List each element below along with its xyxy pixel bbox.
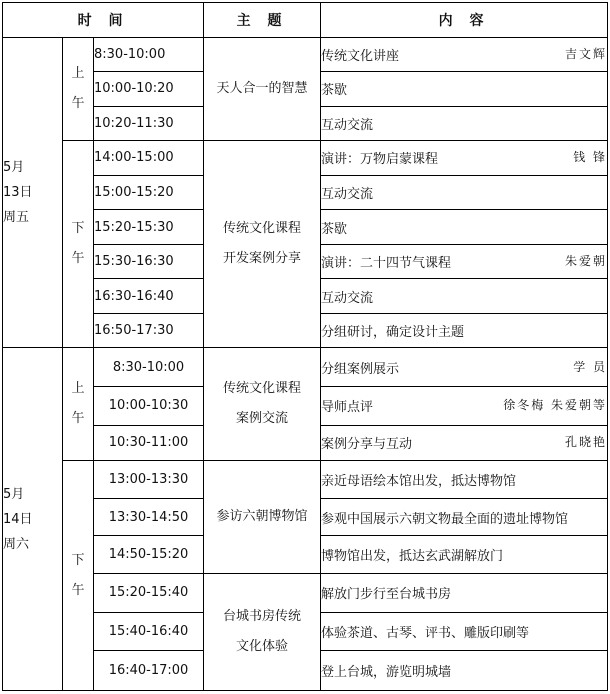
content-cell: 分组研讨，确定设计主题 [321, 313, 608, 348]
time-cell: 15:20-15:40 [94, 574, 204, 613]
topic-cell: 参访六朝博物馆 [204, 461, 321, 574]
time-cell: 15:30-16:30 [94, 244, 204, 279]
topic-cell: 传统文化课程 案例交流 [204, 348, 321, 461]
table-row [3, 37, 608, 72]
period-afternoon-day2: 下 午 [63, 461, 94, 691]
content-cell: 演讲：二十四节气课程 朱爱朝 [321, 244, 608, 279]
time-cell: 15:40-16:40 [94, 612, 204, 651]
time-cell: 13:30-14:50 [94, 498, 204, 536]
period-morning-day2: 上 午 [63, 348, 94, 461]
time-cell: 14:50-15:20 [94, 536, 204, 574]
content-cell: 分组案例展示 学 员 [321, 348, 608, 387]
table-row [3, 348, 608, 387]
table-row [3, 574, 608, 613]
content-cell: 演讲：万物启蒙课程 钱 锋 [321, 141, 608, 176]
table-row [3, 141, 608, 176]
time-cell: 10:00-10:30 [94, 387, 204, 426]
table-row [3, 461, 608, 499]
time-cell: 15:00-15:20 [94, 175, 204, 210]
time-cell: 14:00-15:00 [94, 141, 204, 176]
content-cell: 茶歇 [321, 72, 608, 107]
header-content: 内 容 [321, 3, 608, 38]
content-cell: 互动交流 [321, 106, 608, 141]
content-cell: 互动交流 [321, 279, 608, 314]
header-time: 时 间 [3, 3, 204, 38]
time-cell: 16:30-16:40 [94, 279, 204, 314]
time-cell: 16:50-17:30 [94, 313, 204, 348]
content-cell: 登上台城，游览明城墙 [321, 651, 608, 691]
period-afternoon-day1: 下 午 [63, 141, 94, 348]
content-cell: 博物馆出发，抵达玄武湖解放门 [321, 536, 608, 574]
content-cell: 互动交流 [321, 175, 608, 210]
time-cell: 10:20-11:30 [94, 106, 204, 141]
content-cell: 传统文化讲座 吉文辉 [321, 37, 608, 72]
time-cell: 8:30-10:00 [94, 37, 204, 72]
topic-cell: 传统文化课程 开发案例分享 [204, 141, 321, 348]
speaker-name: 钱 锋 [573, 150, 608, 165]
header-row [3, 3, 608, 38]
schedule-table [2, 2, 608, 691]
time-cell: 16:40-17:00 [94, 651, 204, 691]
speaker-name: 学 员 [573, 359, 608, 374]
content-cell: 参观中国展示六朝文物最全面的遗址博物馆 [321, 498, 608, 536]
time-cell: 10:30-11:00 [94, 425, 204, 461]
time-cell: 8:30-10:00 [94, 348, 204, 387]
speaker-name: 吉文辉 [565, 46, 608, 61]
content-cell: 解放门步行至台城书房 [321, 574, 608, 613]
content-cell: 案例分享与互动 孔晓艳 [321, 425, 608, 461]
period-morning-day1: 上 午 [63, 37, 94, 141]
date-cell-day1: 5月 13日 周五 [3, 37, 63, 348]
topic-cell: 台城书房传统 文化体验 [204, 574, 321, 691]
content-cell: 导师点评 徐冬梅 朱爱朝等 [321, 387, 608, 426]
time-cell: 15:20-15:30 [94, 210, 204, 245]
content-cell: 亲近母语绘本馆出发，抵达博物馆 [321, 461, 608, 499]
header-topic: 主 题 [204, 3, 321, 38]
content-cell: 茶歇 [321, 210, 608, 245]
speaker-name: 徐冬梅 朱爱朝等 [503, 398, 608, 413]
topic-cell: 天人合一的智慧 [204, 37, 321, 141]
date-cell-day2: 5月 14日 周六 [3, 348, 63, 691]
time-cell: 10:00-10:20 [94, 72, 204, 107]
speaker-name: 孔晓艳 [565, 435, 608, 450]
speaker-name: 朱爱朝 [565, 254, 608, 269]
content-cell: 体验茶道、古琴、评书、雕版印刷等 [321, 612, 608, 651]
time-cell: 13:00-13:30 [94, 461, 204, 499]
